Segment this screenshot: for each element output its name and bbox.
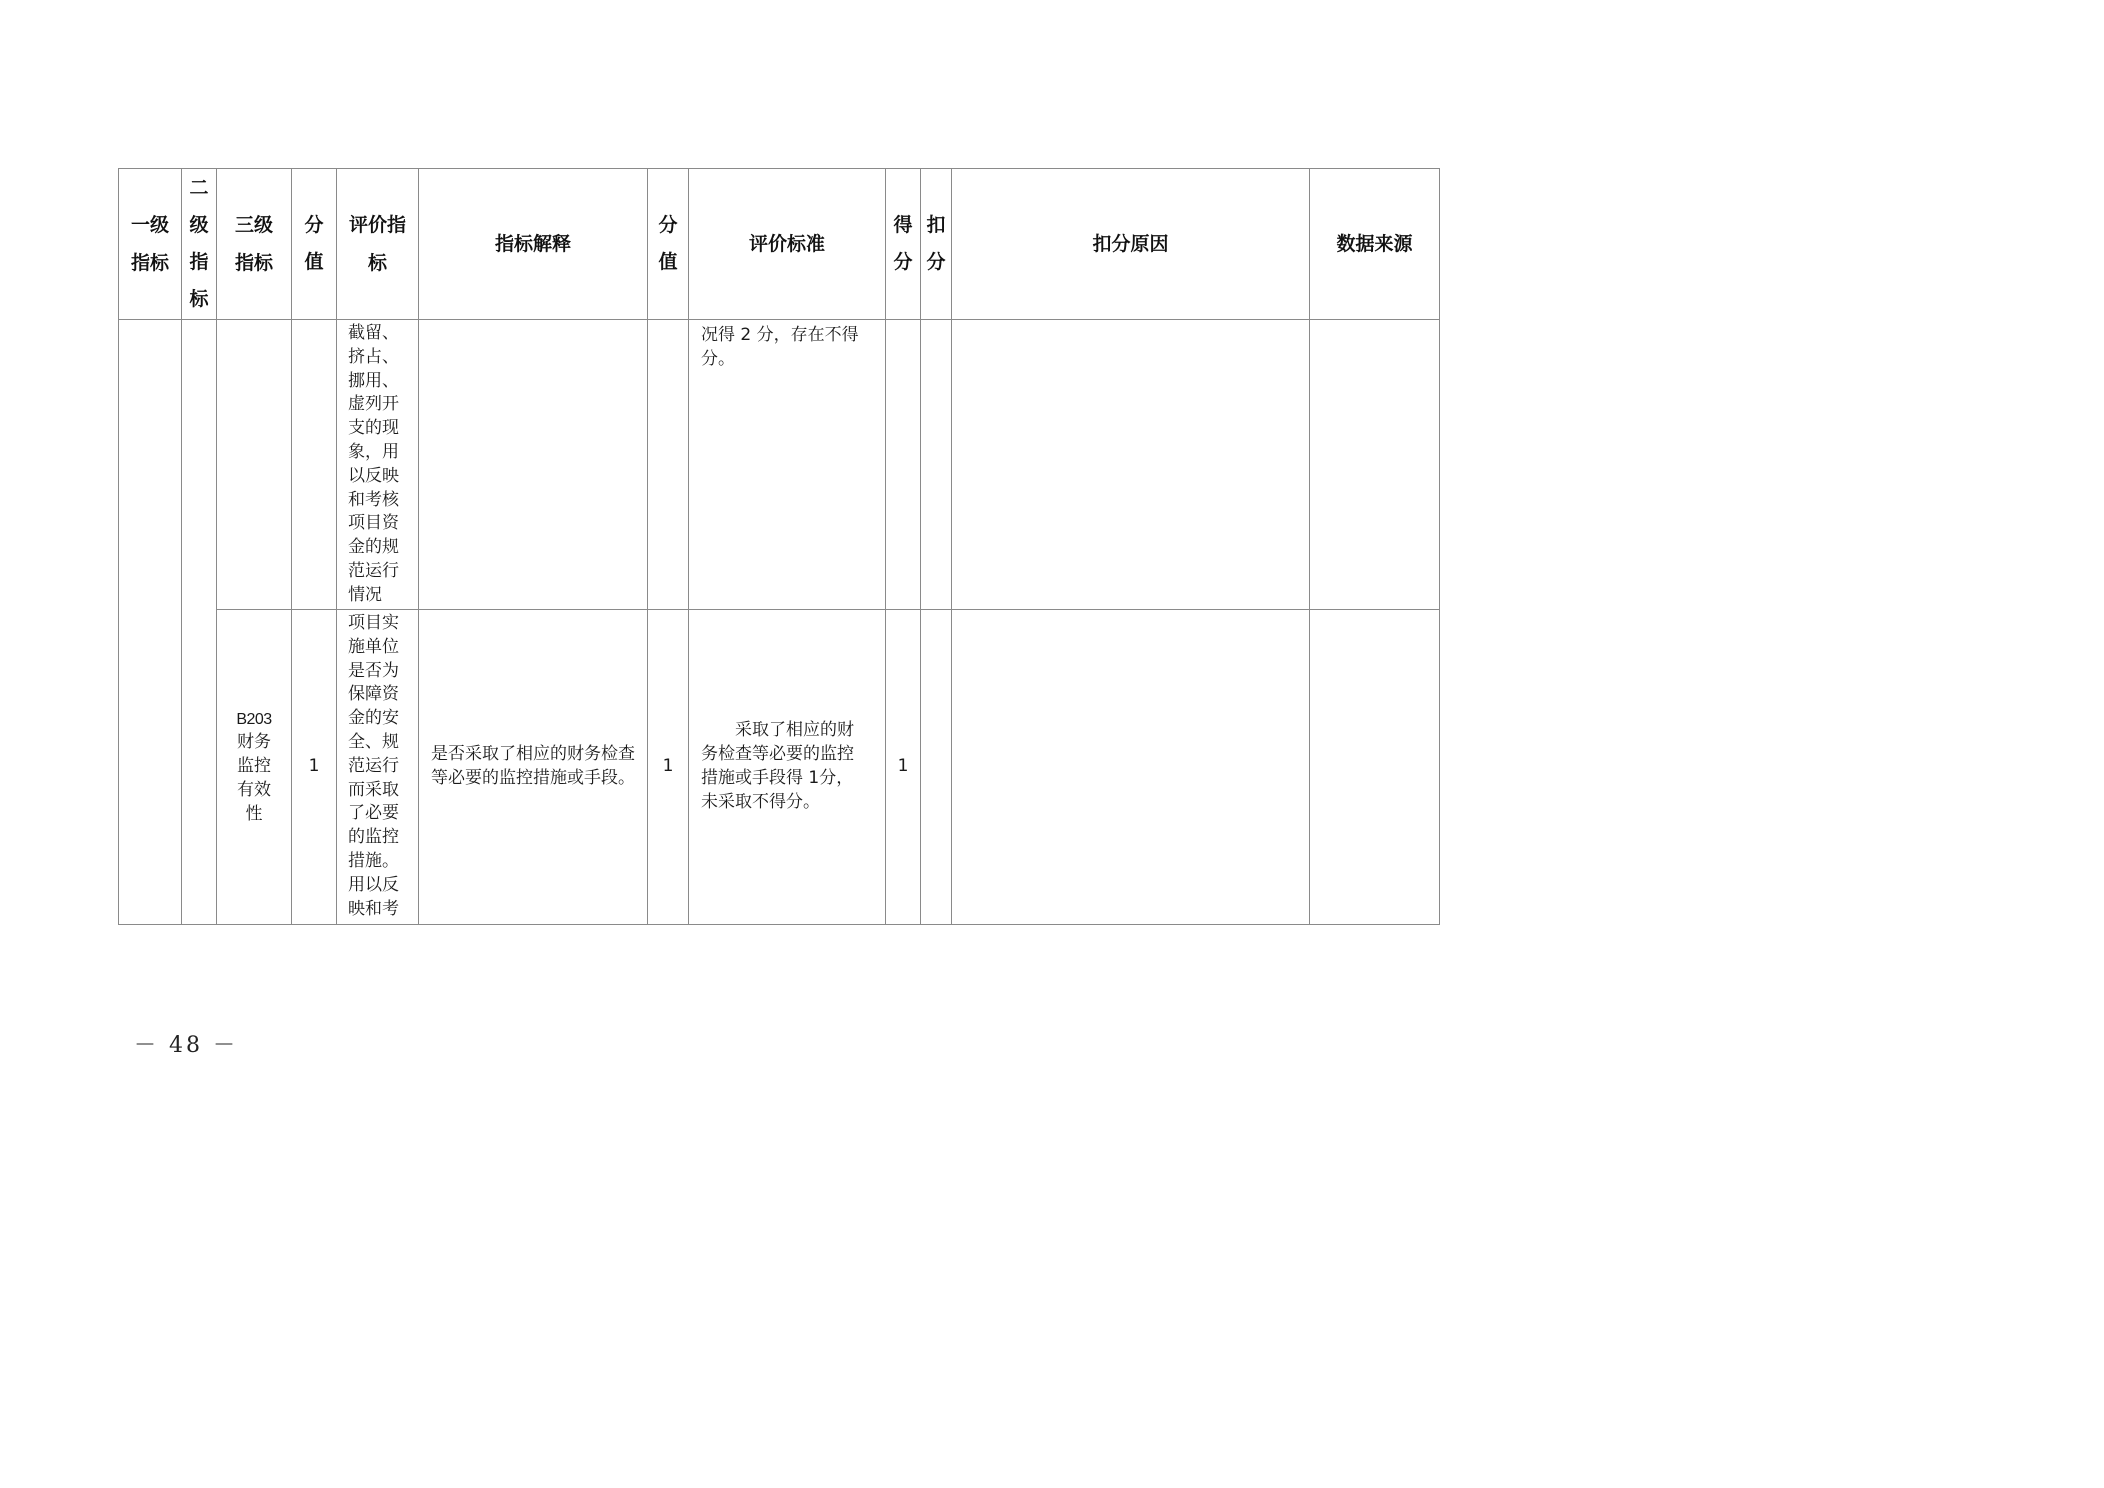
header-level3: 三级指标	[217, 169, 292, 320]
cell-level3	[217, 320, 292, 610]
table-row	[119, 610, 1440, 925]
cell-level3	[217, 610, 292, 925]
cell-data-source	[1310, 320, 1440, 610]
cell-explanation: 是否采取了相应的财务检查等必要的监控措施或手段。	[419, 610, 648, 925]
cell-obtained: 1	[886, 610, 921, 925]
table-header-row	[119, 169, 1440, 320]
cell-eval-indicator: 截留、挤占、挪用、虚列开支的现象，用以反映和考核项目资金的规范运行情况	[337, 320, 419, 610]
evaluation-table	[118, 168, 1440, 925]
header-deducted: 扣分	[921, 169, 952, 320]
cell-score: 1	[292, 610, 337, 925]
cell-score	[292, 320, 337, 610]
metric-name: 财务监控有效性	[237, 732, 271, 824]
header-eval-indicator: 评价指标	[337, 169, 419, 320]
cell-deduct-reason	[952, 320, 1310, 610]
cell-level2	[182, 320, 217, 925]
metric-code: B203	[236, 710, 272, 728]
table-row	[119, 320, 1440, 610]
cell-score2	[648, 320, 689, 610]
cell-data-source	[1310, 610, 1440, 925]
header-criteria: 评价标准	[689, 169, 886, 320]
header-score2: 分值	[648, 169, 689, 320]
cell-deducted	[921, 610, 952, 925]
cell-deduct-reason	[952, 610, 1310, 925]
cell-criteria: 采取了相应的财务检查等必要的监控措施或手段得 1分，未采取不得分。	[689, 610, 886, 925]
cell-explanation	[419, 320, 648, 610]
header-explanation: 指标解释	[419, 169, 648, 320]
header-score: 分值	[292, 169, 337, 320]
header-level2: 二级指标	[182, 169, 217, 320]
cell-score2: 1	[648, 610, 689, 925]
page-number: － 48 －	[134, 1033, 238, 1058]
cell-level1	[119, 320, 182, 925]
cell-eval-indicator: 项目实施单位是否为保障资金的安全、规范运行而采取了必要的监控措施。用以反映和考	[337, 610, 419, 925]
cell-criteria: 况得 2 分，存在不得分。	[689, 320, 886, 610]
cell-obtained	[886, 320, 921, 610]
header-obtained: 得分	[886, 169, 921, 320]
header-data-source: 数据来源	[1310, 169, 1440, 320]
header-level1: 一级指标	[119, 169, 182, 320]
header-deduct-reason: 扣分原因	[952, 169, 1310, 320]
cell-deducted	[921, 320, 952, 610]
